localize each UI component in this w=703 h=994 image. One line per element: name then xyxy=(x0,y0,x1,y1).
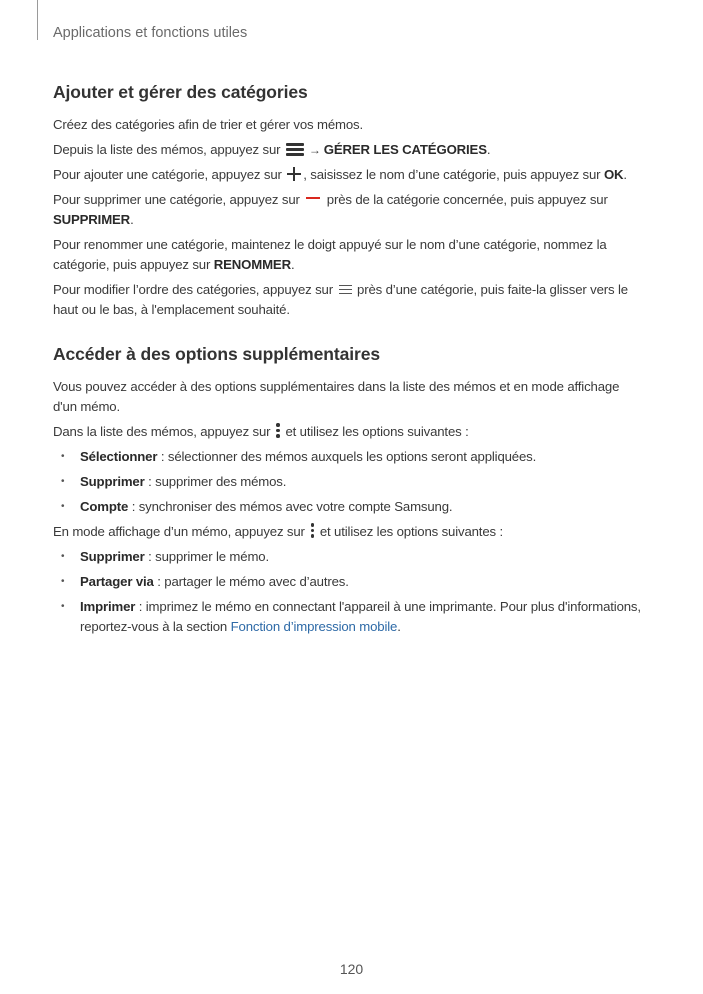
minus-icon xyxy=(306,197,320,199)
more-options-icon xyxy=(310,523,314,538)
more-options-icon xyxy=(276,423,280,438)
paragraph-delete: Pour supprimer une catégorie, appuyez sur près de la catégorie concernée, puis appuyez sur SUPPRIMER. xyxy=(53,192,608,227)
list-item: • Supprimer : supprimer le mémo. xyxy=(61,549,269,564)
paragraph-intro: Créez des catégories afin de trier et gérer vos mémos. xyxy=(53,117,364,132)
paragraph-view-options: En mode affichage d’un mémo, appuyez sur et utilisez les options suivantes : xyxy=(53,524,503,539)
list-item: • Partager via : partager le mémo avec d’autres. xyxy=(61,574,349,589)
margin-rule xyxy=(37,0,38,40)
section-heading-categories: Ajouter et gérer des catégories xyxy=(53,82,308,102)
paragraph-reorder: Pour modifier l’ordre des catégories, appuyez sur près d’une catégorie, puis faite-la glisser vers le haut ou le bas, à l'emplacement souhaité. xyxy=(53,282,628,317)
list-item: • Imprimer : imprimez le mémo en connectant l'appareil à une imprimante. Pour plus d'informations, reportez-vous à la section Fonction d’impression mobile. xyxy=(61,599,641,634)
paragraph-options-intro: Vous pouvez accéder à des options supplémentaires dans la liste des mémos et en mode affichage d'un mémo. xyxy=(53,379,620,414)
list-item: • Sélectionner : sélectionner des mémos auxquels les options seront appliquées. xyxy=(61,449,537,464)
paragraph-list-options: Dans la liste des mémos, appuyez sur et utilisez les options suivantes : xyxy=(53,424,469,439)
options-list-memo-view xyxy=(53,547,643,637)
list-item: • Compte : synchroniser des mémos avec votre compte Samsung. xyxy=(61,499,453,514)
arrow-icon: → xyxy=(308,143,321,157)
page-number: 120 xyxy=(339,961,364,977)
menu-icon xyxy=(286,143,304,156)
section-heading-options: Accéder à des options supplémentaires xyxy=(53,344,380,364)
page-content xyxy=(53,82,643,642)
page-header: Applications et fonctions utiles xyxy=(53,25,248,41)
plus-icon xyxy=(287,167,301,181)
reorder-handle-icon xyxy=(339,284,352,295)
options-list-memo-list xyxy=(53,447,643,517)
paragraph-manage: Depuis la liste des mémos, appuyez sur → GÉRER LES CATÉGORIES. xyxy=(53,142,491,157)
mobile-printing-link[interactable]: Fonction d’impression mobile xyxy=(230,619,398,634)
paragraph-rename: Pour renommer une catégorie, maintenez le doigt appuyé sur le nom d’une catégorie, nommez la catégorie, puis appuyez sur RENOMMER. xyxy=(53,237,607,272)
paragraph-add: Pour ajouter une catégorie, appuyez sur , saisissez le nom d’une catégorie, puis appuyez sur OK. xyxy=(53,167,627,182)
list-item: • Supprimer : supprimer des mémos. xyxy=(61,474,287,489)
